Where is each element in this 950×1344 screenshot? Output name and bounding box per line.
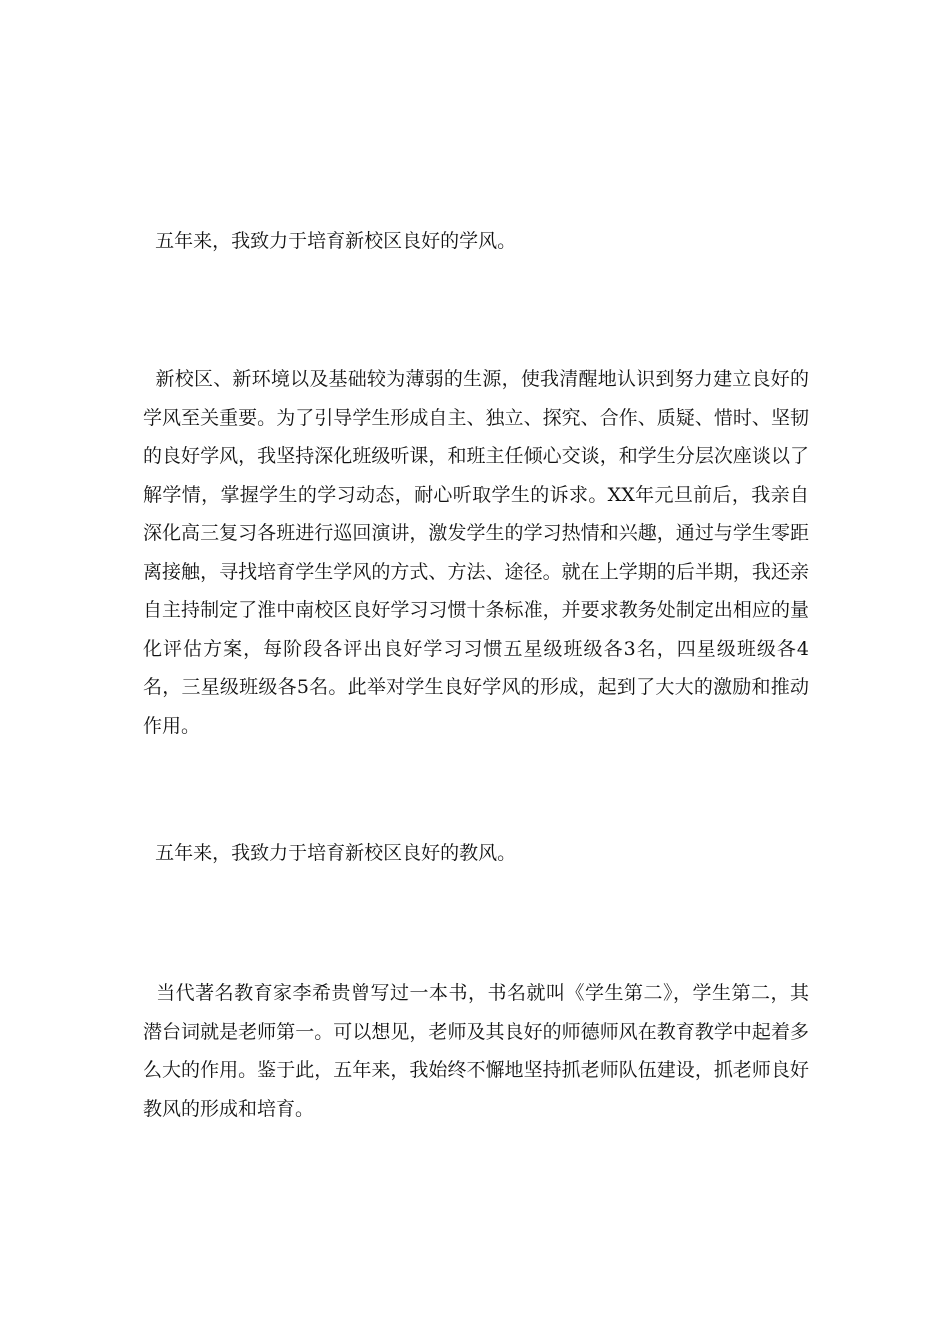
paragraph-teaching-style-body: 当代著名教育家李希贵曾写过一本书，书名就叫《学生第二》，学生第二，其潜台词就是老师第一。可以想见，老师及其良好的师德师风在教育教学中起着多么大的作用。鉴于此，五年来，我始终不懈地坚持抓老师队伍建设，抓老师良好教风的形成和培育。 [143,982,809,1120]
paragraph-study-style-body: 新校区、新环境以及基础较为薄弱的生源，使我清醒地认识到努力建立良好的学风至关重要。为了引导学生形成自主、独立、探究、合作、质疑、惜时、坚韧的良好学风，我坚持深化班级听课，和班主任倾心交谈，和学生分层次座谈以了解学情，掌握学生的学习动态，耐心听取学生的诉求。XX年元旦前后，我亲自深化高三复习各班进行巡回演讲，激发学生的学习热情和兴趣，通过与学生零距离接触，寻找培育学生学风的方式、方法、途径。就在上学期的后半期，我还亲自主持制定了淮中南校区良好学习习惯十条标准，并要求教务处制定出相应的量化评估方案，每阶段各评出良好学习习惯五星级班级各3名，四星级班级各4名，三星级班级各5名。此举对学生良好学风的形成，起到了大大的激励和推动作用。 [143,368,809,737]
paragraph-teaching-style-heading: 五年来，我致力于培育新校区良好的教风。 [143,842,517,864]
paragraph-study-style-heading: 五年来，我致力于培育新校区良好的学风。 [143,230,517,252]
